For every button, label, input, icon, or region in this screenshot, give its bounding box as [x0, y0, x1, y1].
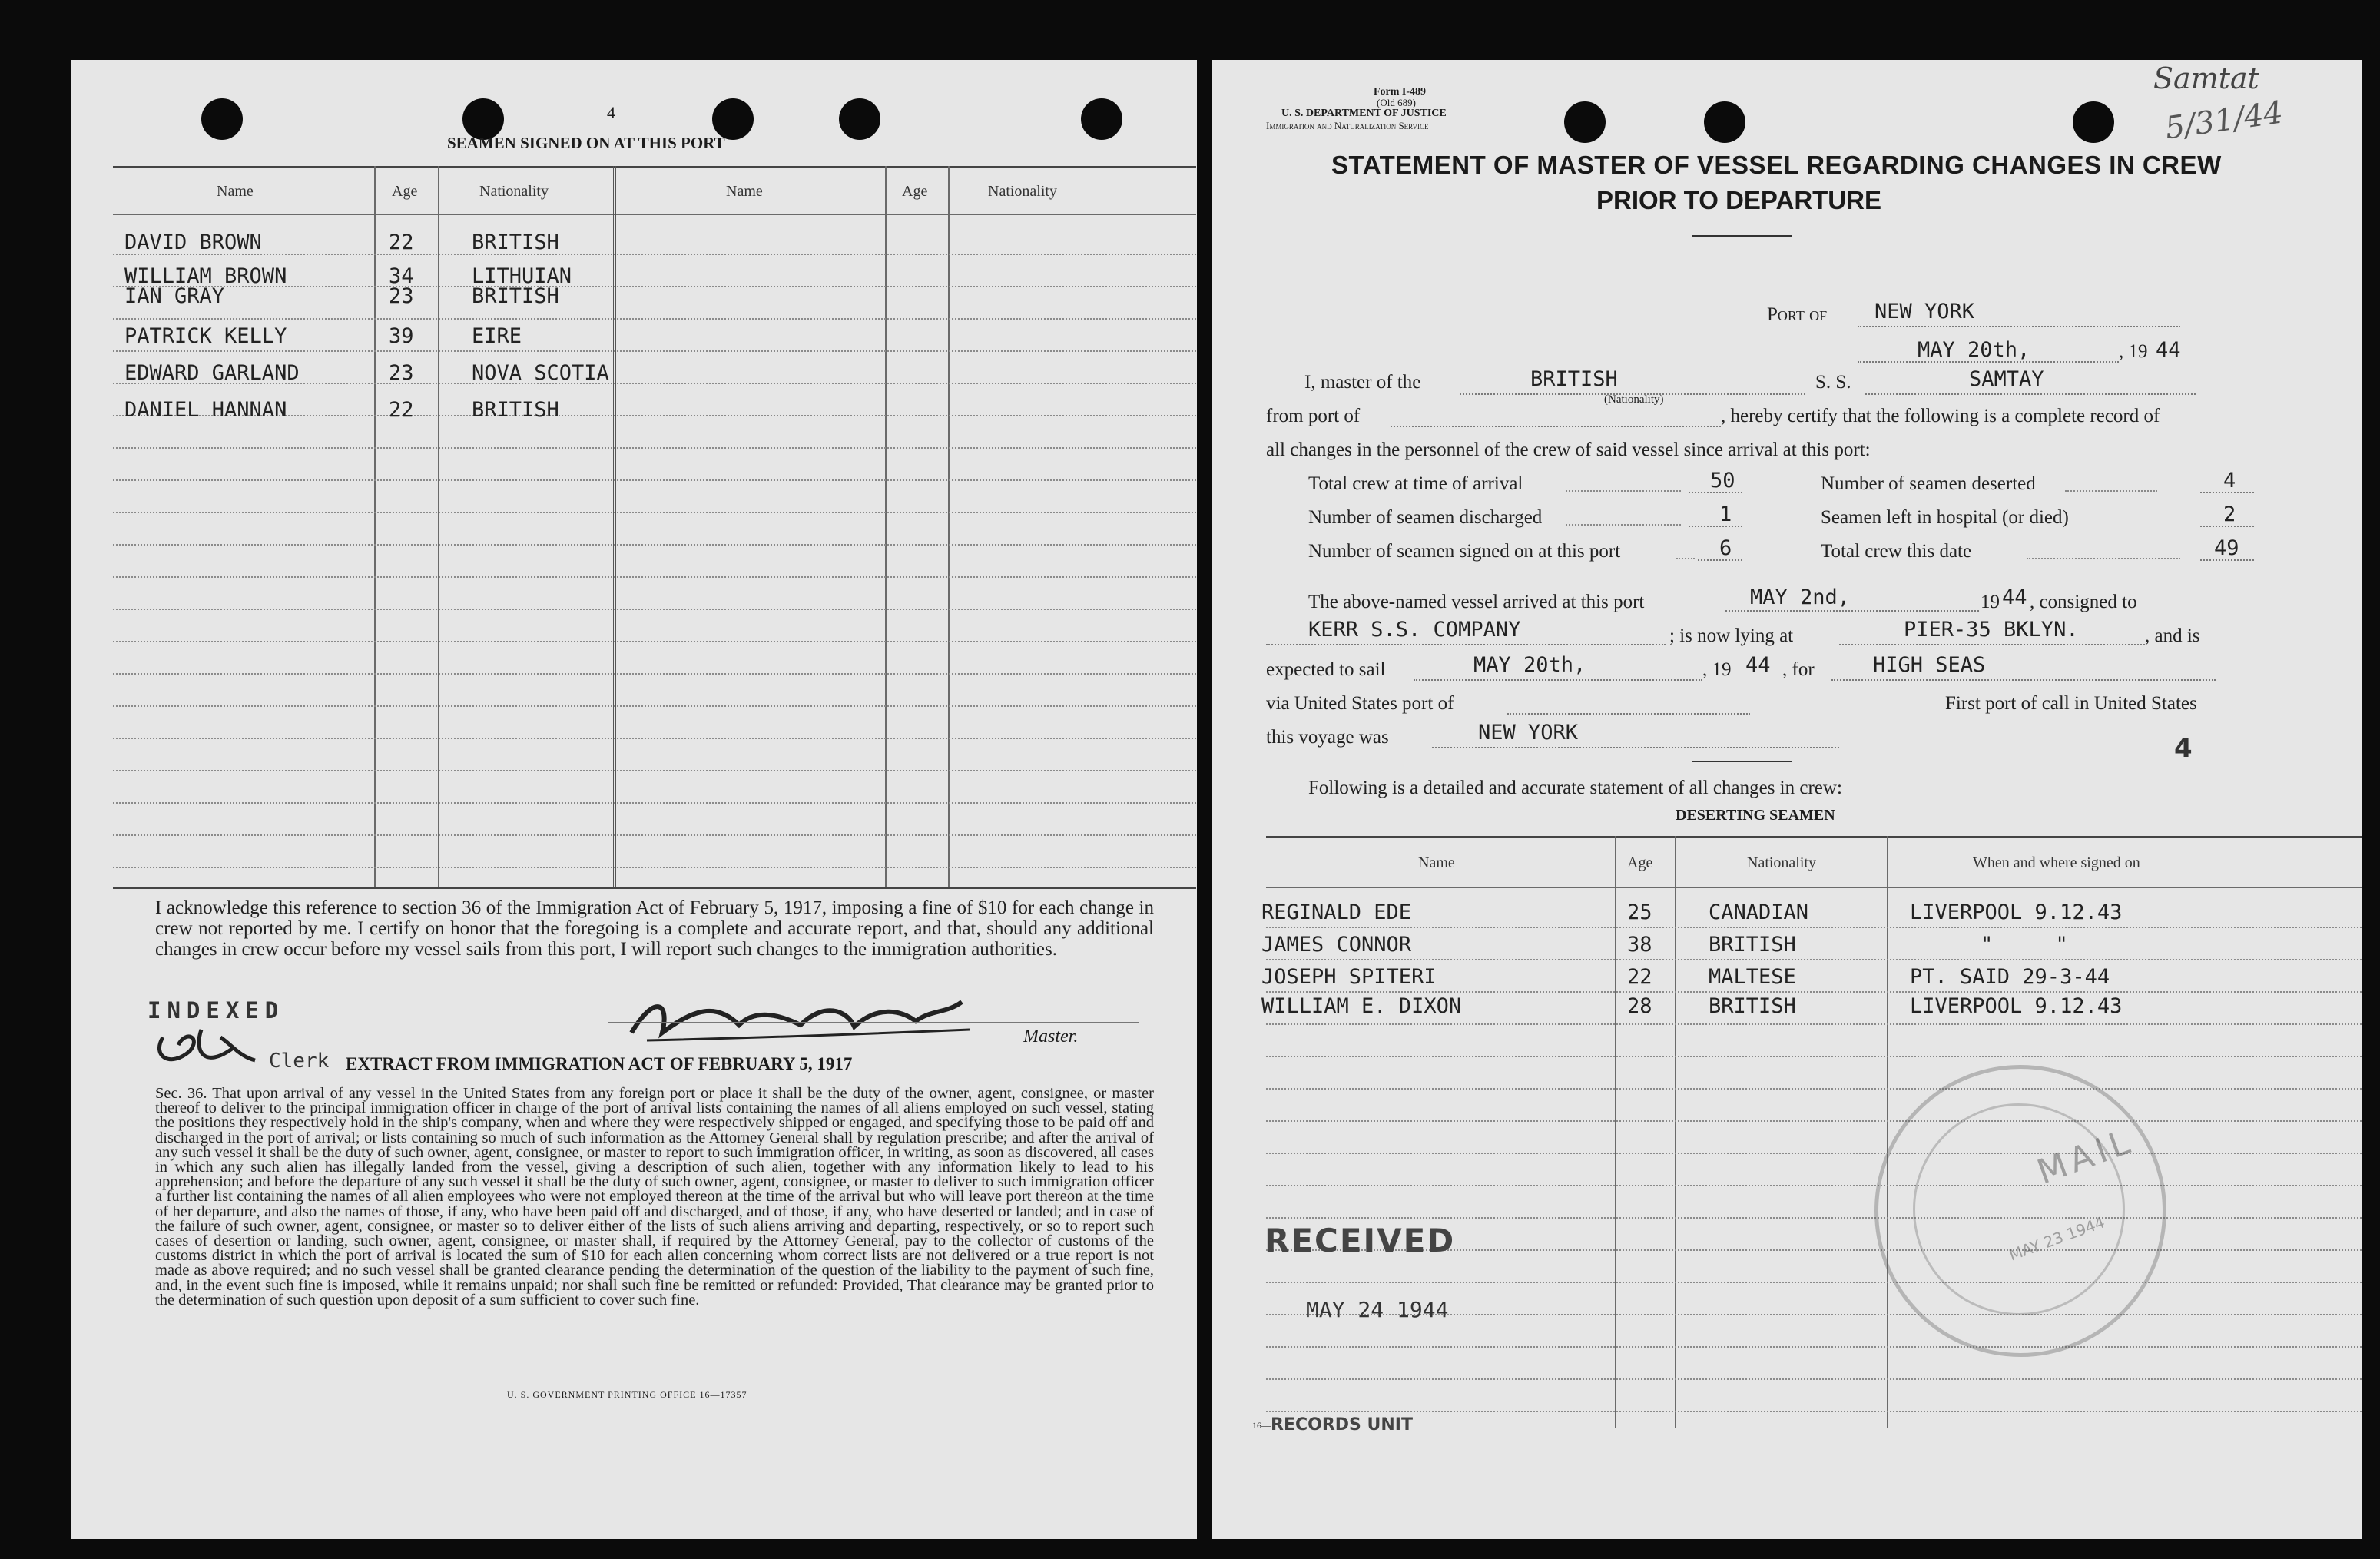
consignee-value: KERR S.S. COMPANY — [1308, 618, 1521, 642]
sail-date: MAY 20th, — [1473, 653, 1586, 677]
year-value: 44 — [2156, 338, 2181, 362]
ruled-line — [1266, 1153, 2362, 1154]
ruled-line — [113, 834, 1196, 836]
seaman-name: DANIEL HANNAN — [124, 398, 287, 422]
seaman-age: 22 — [389, 398, 414, 422]
ship-underline — [1865, 393, 2196, 395]
form-title-line2: PRIOR TO DEPARTURE — [1596, 186, 1881, 214]
ruled-line — [113, 576, 1196, 578]
deserter-signed-on: LIVERPOOL 9.12.43 — [1910, 901, 2123, 924]
punch-hole — [1081, 98, 1122, 140]
extract-title: EXTRACT FROM IMMIGRATION ACT OF FEBRUARY 5, 1917 — [346, 1054, 853, 1073]
column-divider — [1675, 836, 1676, 1428]
printing-office: U. S. GOVERNMENT PRINTING OFFICE 16—17357 — [507, 1389, 747, 1400]
table-bottom-rule — [113, 887, 1196, 889]
stat-label: Number of seamen signed on at this port — [1308, 541, 1621, 562]
port-underline — [1858, 326, 2180, 327]
ruled-line — [113, 673, 1196, 675]
stat-label: Total crew this date — [1821, 541, 1972, 562]
page-number: 4 — [607, 103, 615, 122]
date-value: MAY 20th, — [1918, 338, 2030, 362]
leader-dots — [1676, 558, 1695, 559]
master-signature — [624, 979, 985, 1063]
first-port-label: First port of call in United States — [1945, 693, 2197, 714]
column-header-nationality: Nationality — [988, 183, 1057, 200]
seaman-age: 22 — [389, 231, 414, 254]
deserter-age: 28 — [1627, 994, 1652, 1018]
leader-dots — [2065, 490, 2157, 492]
seaman-age: 23 — [389, 284, 414, 308]
arrived-underline — [1725, 610, 1979, 612]
seaman-name: WILLIAM BROWN — [124, 264, 287, 288]
from-port-label: from port of — [1266, 406, 1361, 426]
column-header-age: Age — [392, 183, 418, 200]
sail-year: 44 — [1745, 653, 1771, 677]
form-old-number: (Old 689) — [1377, 97, 1416, 108]
deserter-nationality: BRITISH — [1709, 994, 1796, 1018]
column-divider — [613, 166, 616, 887]
via-underline — [1507, 713, 1750, 715]
records-unit-stamp: RECORDS UNIT — [1271, 1415, 1413, 1435]
stat-underline — [2200, 492, 2254, 493]
ruled-line — [1266, 1023, 2362, 1025]
changes-text: all changes in the personnel of the crew of said vessel since arrival at this port: — [1266, 440, 1871, 460]
deserter-age: 22 — [1627, 965, 1652, 989]
seaman-nationality: EIRE — [472, 324, 522, 348]
via-label: via United States port of — [1266, 693, 1454, 714]
deserter-name: JAMES CONNOR — [1261, 933, 1412, 957]
lying-value: PIER-35 BKLYN. — [1904, 618, 2079, 642]
deserting-top-rule — [1266, 836, 2362, 838]
stat-value: 4 — [2223, 469, 2236, 493]
seaman-nationality: NOVA SCOTIA — [472, 361, 609, 385]
stat-label: Number of seamen discharged — [1308, 507, 1543, 528]
clerk-initials — [148, 1014, 263, 1076]
separator-rule — [1692, 761, 1792, 762]
ss-label: S. S. — [1815, 372, 1851, 393]
ruled-line — [1266, 1282, 2362, 1283]
stat-underline — [1689, 492, 1742, 493]
deserter-signed-on: " " — [1981, 933, 2068, 957]
ruled-line — [113, 738, 1196, 739]
ruled-line — [1266, 1120, 2362, 1122]
ruled-line — [113, 447, 1196, 449]
column-divider — [374, 166, 376, 887]
seaman-name: IAN GRAY — [124, 284, 225, 308]
clerk-label: Clerk — [269, 1050, 330, 1073]
deserter-signed-on: LIVERPOOL 9.12.43 — [1910, 994, 2123, 1018]
punch-hole — [1564, 101, 1606, 143]
ruled-line — [113, 544, 1196, 546]
year-prefix: , 19 — [2119, 341, 2148, 362]
column-header-nationality: Nationality — [479, 183, 549, 200]
arrived-date: MAY 2nd, — [1750, 585, 1851, 609]
ruled-line — [113, 867, 1196, 868]
date-underline — [1858, 361, 2119, 363]
column-header-name: Name — [217, 183, 254, 200]
service-name: Immigration and Naturalization Service — [1266, 120, 1429, 131]
ruled-line — [1266, 927, 2362, 928]
deserting-header-age: Age — [1627, 854, 1653, 871]
column-divider — [948, 166, 950, 887]
arrived-year: 44 — [2002, 585, 2027, 609]
port-value: NEW YORK — [1874, 300, 1975, 323]
acknowledgement-text: I acknowledge this reference to section 36 of the Immigration Act of February 5, 1917, imposing a fine of $10 for each change in crew not reported by me. I certify on honor that the foregoing is a complete and accurate report, and that, should any additional changes in crew occur before my vessel sails from this port, I will report such changes to the immigration authorities. — [155, 897, 1154, 960]
for-label: , for — [1782, 659, 1815, 680]
stat-label: Number of seamen deserted — [1821, 473, 2036, 494]
form-number: Form I-489 — [1374, 86, 1427, 98]
ruled-line — [113, 609, 1196, 610]
arrived-year-prefix: 19 — [1981, 592, 2000, 612]
ruled-line — [113, 479, 1196, 481]
seaman-age: 34 — [389, 264, 414, 288]
column-divider — [1887, 836, 1888, 1428]
stat-label: Seamen left in hospital (or died) — [1821, 507, 2069, 528]
deserting-header-rule — [1266, 887, 2362, 888]
stat-value: 50 — [1710, 469, 1735, 493]
table-header-rule — [113, 214, 1196, 215]
seaman-nationality: BRITISH — [472, 231, 559, 254]
ruled-line — [113, 641, 1196, 642]
form-title-line1: STATEMENT OF MASTER OF VESSEL REGARDING CHANGES IN CREW — [1331, 151, 2222, 179]
column-divider — [1615, 836, 1616, 1428]
voyage-underline — [1432, 747, 1839, 748]
stat-value: 2 — [2223, 503, 2236, 526]
expected-label: expected to sail — [1266, 659, 1386, 680]
table-top-rule — [113, 166, 1196, 168]
arrived-label: The above-named vessel arrived at this port — [1308, 592, 1645, 612]
handwritten-date: 5/31/44 — [2163, 95, 2286, 147]
department-name: U. S. DEPARTMENT OF JUSTICE — [1281, 108, 1447, 119]
master-of-label: I, master of the — [1304, 372, 1421, 393]
ruled-line — [1266, 959, 2362, 960]
destination: HIGH SEAS — [1873, 653, 1986, 677]
leader-dots — [1566, 490, 1681, 492]
ship-name: SAMTAY — [1969, 367, 2044, 391]
column-divider — [885, 166, 887, 887]
ruled-line — [113, 318, 1196, 320]
stat-underline — [2200, 559, 2254, 561]
ruled-line — [1266, 1185, 2362, 1186]
seaman-nationality: BRITISH — [472, 398, 559, 422]
deserter-nationality: MALTESE — [1709, 965, 1796, 989]
right-page — [1212, 60, 2362, 1539]
ruled-line — [113, 770, 1196, 771]
ruled-line — [1266, 1346, 2362, 1348]
deserter-name: JOSEPH SPITERI — [1261, 965, 1437, 989]
column-divider — [438, 166, 439, 887]
stat-underline — [2200, 526, 2254, 527]
sail-date-underline — [1414, 679, 1702, 681]
certify-text: , hereby certify that the following is a complete record of — [1721, 406, 2160, 426]
lying-label: ; is now lying at — [1669, 625, 1794, 646]
leader-dots — [1566, 524, 1681, 526]
seaman-name: PATRICK KELLY — [124, 324, 287, 348]
punch-hole — [201, 98, 243, 140]
deserter-name: REGINALD EDE — [1261, 901, 1412, 924]
seaman-name: DAVID BROWN — [124, 231, 262, 254]
stat-underline — [1698, 559, 1742, 561]
and-is-label: , and is — [2145, 625, 2200, 646]
section-title: SEAMEN SIGNED ON AT THIS PORT — [447, 134, 725, 152]
deserting-header-name: Name — [1418, 854, 1455, 871]
ruled-line — [1266, 1217, 2362, 1219]
ruled-line — [113, 350, 1196, 352]
consignee-underline — [1266, 644, 1666, 645]
seaman-nationality: BRITISH — [472, 284, 559, 308]
master-label: Master. — [1023, 1027, 1079, 1047]
stat-value: 1 — [1719, 503, 1732, 526]
handwritten-count: 4 — [2174, 733, 2193, 764]
from-port-underline — [1391, 426, 1721, 427]
deserter-nationality: BRITISH — [1709, 933, 1796, 957]
voyage-value: NEW YORK — [1478, 721, 1579, 745]
stat-label: Total crew at time of arrival — [1308, 473, 1523, 494]
ruled-line — [1266, 1378, 2362, 1380]
deserter-age: 25 — [1627, 901, 1652, 924]
law-text: Sec. 36. That upon arrival of any vessel in the United States from any foreign port or place it shall be the duty of the owner, agent, consignee, or master thereof to deliver to the principal immigration officer in charge of the port of arrival lists containing the names of all aliens employed on such vessel, stating the positions they respectively hold in the ship's company, when and where they were respectively shipped or engaged, and specifying those to be paid off and discharged in the port of arrival; or lists containing so much of such information as the Attorney General shall by regulation prescribe; and after the arrival of any such vessel it shall be the duty of such owner, agent, consignee, or master to report to such immigration officer, in writing, as soon as discovered, all cases in which any such alien has illegally landed from the vessel, giving a description of such alien, together with any information likely to lead to his apprehension; and before the departure of any such vessel it shall be the duty of such owner, agent, consignee, or master to deliver to such immigration officer a further list containing the names of all alien employees who were not employed thereon at the time of the arrival but who will leave port thereon at the time of her departure, and also the names of those, if any, who have been paid off and discharged, and of those, if any, who have deserted or landed; and in case of the failure of such owner, agent, consignee, or master so to deliver either of the lists of such aliens arriving and departing, respectively, or so to report such cases of desertion or landing, such owner, agent, consignee, or master shall, if required by the Attorney General, pay to the collector of customs of the customs district in which the port of arrival is located the sum of $10 for each alien concerning whom correct lists are not delivered or a true report is not made as above required; and no such vessel shall be granted clearance pending the determination of the question of the liability to the payment of such fine, and, in the event such fine is imposed, while it remains unpaid; nor shall such fine be remitted or refunded: Provided, That clearance may be granted prior to the determination of such question upon deposit of a sum sufficient to cover such fine. — [155, 1085, 1154, 1309]
stat-value: 49 — [2214, 536, 2239, 560]
seaman-name: EDWARD GARLAND — [124, 361, 300, 385]
title-underline — [1692, 235, 1792, 237]
deserter-age: 38 — [1627, 933, 1652, 957]
ruled-line — [113, 802, 1196, 804]
deserter-name: WILLIAM E. DIXON — [1261, 994, 1462, 1018]
punch-hole — [2073, 101, 2114, 143]
ruled-line — [113, 254, 1196, 255]
ruled-line — [1266, 1088, 2362, 1090]
deserter-nationality: CANADIAN — [1709, 901, 1809, 924]
signature-line — [608, 1022, 1139, 1023]
following-text: Following is a detailed and accurate statement of all changes in crew: — [1308, 778, 1842, 798]
stat-value: 6 — [1719, 536, 1732, 560]
left-page — [71, 60, 1197, 1539]
nationality-value: BRITISH — [1530, 367, 1618, 391]
punch-hole — [839, 98, 880, 140]
deserting-header-signed-on: When and where signed on — [1973, 854, 2140, 871]
seaman-nationality: LITHUIAN — [472, 264, 572, 288]
consigned-label: , consigned to — [2030, 592, 2137, 612]
ruled-line — [1266, 991, 2362, 993]
mail-stamp-text: MAIL — [2032, 1121, 2140, 1192]
ruled-line — [1266, 1411, 2362, 1412]
nationality-caption: (Nationality) — [1604, 393, 1664, 406]
destination-underline — [1831, 679, 2216, 681]
lying-underline — [1839, 644, 2145, 645]
ruled-line — [113, 705, 1196, 707]
deserting-header-nationality: Nationality — [1747, 854, 1816, 871]
sail-year-prefix: , 19 — [1702, 659, 1732, 680]
stat-underline — [1689, 526, 1742, 527]
port-label: Port of — [1767, 304, 1828, 325]
received-stamp: RECEIVED — [1265, 1222, 1456, 1259]
column-header-age: Age — [902, 183, 928, 200]
deserting-title: DESERTING SEAMEN — [1676, 807, 1835, 824]
punch-hole — [1704, 101, 1745, 143]
ruled-line — [1266, 1056, 2362, 1057]
deserter-signed-on: PT. SAID 29-3-44 — [1910, 965, 2110, 989]
seaman-age: 23 — [389, 361, 414, 385]
ruled-line — [113, 512, 1196, 513]
handwritten-note: Samtat — [2153, 61, 2259, 95]
seaman-age: 39 — [389, 324, 414, 348]
indexed-stamp: INDEXED — [148, 997, 285, 1023]
records-prefix: 16— — [1252, 1420, 1271, 1431]
received-date: MAY 24 1944 — [1306, 1297, 1449, 1322]
mail-stamp-date: MAY 23 1944 — [2006, 1212, 2107, 1265]
voyage-label: this voyage was — [1266, 727, 1389, 748]
column-header-name: Name — [726, 183, 763, 200]
leader-dots — [2027, 558, 2180, 559]
